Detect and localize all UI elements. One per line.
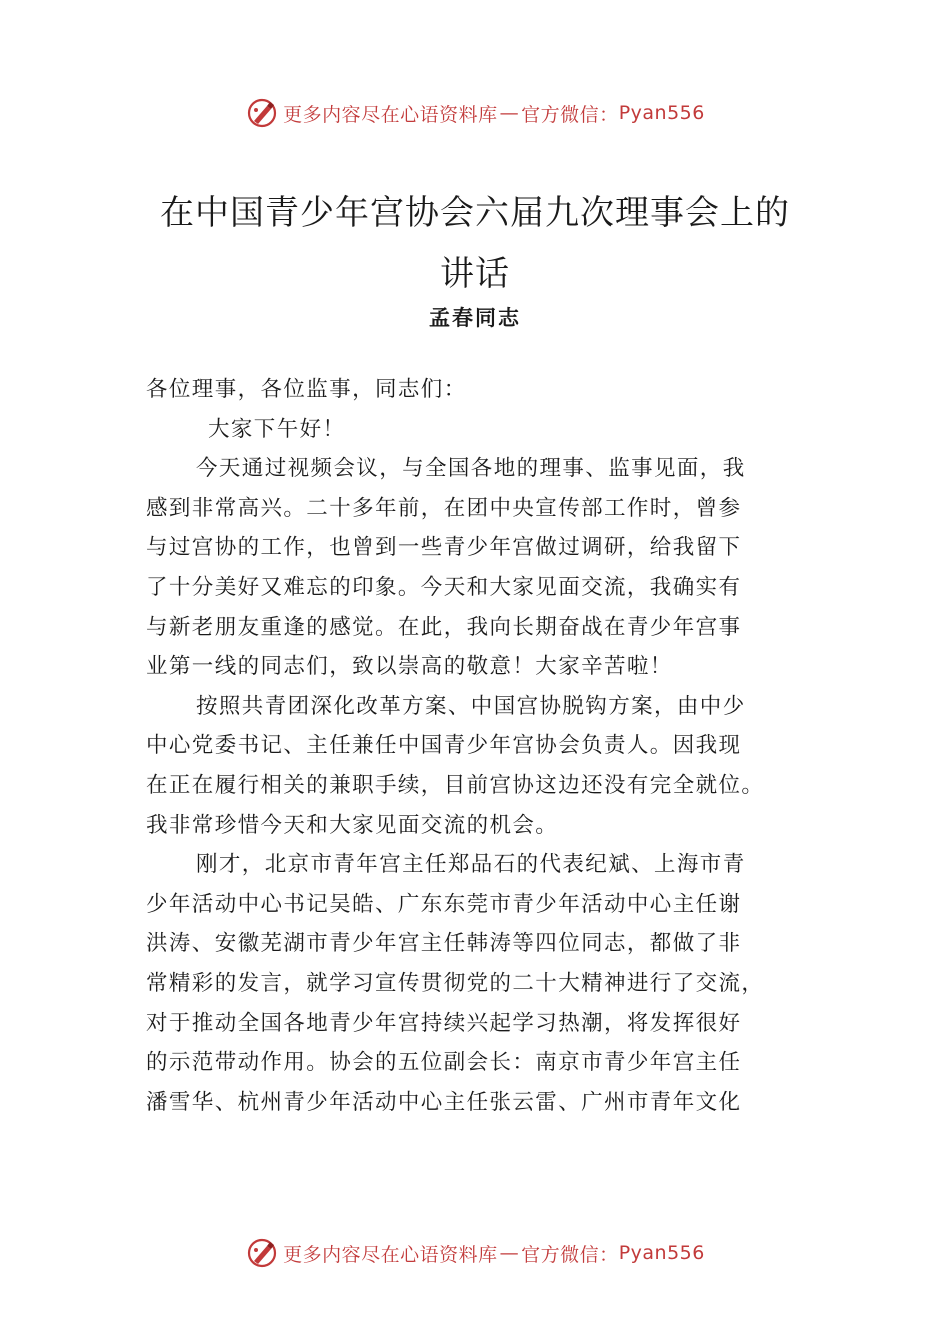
body-line: 常精彩的发言，就学习宣传贯彻党的二十大精神进行了交流， xyxy=(146,970,765,996)
body-line: 大家下午好！ xyxy=(208,416,346,442)
watermark-id: Pyan556 xyxy=(618,1242,705,1264)
watermark-label: 官方微信： xyxy=(521,103,619,126)
body-line: 少年活动中心书记吴皓、广东东莞市青少年活动中心主任谢 xyxy=(146,891,742,917)
body-line: 各位理事，各位监事，同志们： xyxy=(146,377,467,402)
document-author: 孟春同志 xyxy=(429,305,521,330)
pen-logo-icon xyxy=(245,96,279,130)
watermark-banner-top xyxy=(0,93,950,133)
body-line: 与新老朋友重逢的感觉。在此，我向长期奋战在青少年宫事 xyxy=(146,614,742,640)
pen-logo-icon xyxy=(245,1236,279,1270)
watermark-banner-bottom xyxy=(0,1233,950,1273)
document-title-line-1: 在中国青少年宫协会六届九次理事会上的 xyxy=(160,193,790,233)
watermark-id: Pyan556 xyxy=(618,102,705,124)
watermark-label: 官方微信： xyxy=(521,1243,619,1266)
watermark-separator: — xyxy=(499,102,520,124)
watermark-separator: — xyxy=(499,1242,520,1264)
body-line: 感到非常高兴。二十多年前，在团中央宣传部工作时，曾参 xyxy=(146,495,742,521)
body-line: 刚才，北京市青年宫主任郑品石的代表纪斌、上海市青 xyxy=(196,852,746,878)
body-line: 今天通过视频会议，与全国各地的理事、监事见面，我 xyxy=(196,456,746,482)
body-line: 洪涛、安徽芜湖市青少年宫主任韩涛等四位同志，都做了非 xyxy=(146,931,742,957)
body-line: 业第一线的同志们，致以崇高的敬意！大家辛苦啦！ xyxy=(146,654,673,680)
body-line: 按照共青团深化改革方案、中国宫协脱钩方案，由中少 xyxy=(196,693,746,719)
body-line: 对于推动全国各地青少年宫持续兴起学习热潮，将发挥很好 xyxy=(146,1010,742,1036)
body-line: 我非常珍惜今天和大家见面交流的机会。 xyxy=(146,812,559,838)
watermark-site: 更多内容尽在心语资料库 xyxy=(283,1243,498,1266)
document-title-line-2: 讲话 xyxy=(440,254,510,294)
watermark-site: 更多内容尽在心语资料库 xyxy=(283,103,498,126)
body-line: 中心党委书记、主任兼任中国青少年宫协会负责人。因我现 xyxy=(146,733,742,759)
body-line: 在正在履行相关的兼职手续，目前宫协这边还没有完全就位。 xyxy=(146,772,765,798)
body-line: 的示范带动作用。协会的五位副会长：南京市青少年宫主任 xyxy=(146,1050,742,1076)
document-body xyxy=(146,370,816,1122)
body-line: 潘雪华、杭州青少年活动中心主任张云雷、广州市青年文化 xyxy=(146,1089,742,1115)
body-line: 与过宫协的工作，也曾到一些青少年宫做过调研，给我留下 xyxy=(146,535,742,561)
body-line: 了十分美好又难忘的印象。今天和大家见面交流，我确实有 xyxy=(146,574,742,600)
